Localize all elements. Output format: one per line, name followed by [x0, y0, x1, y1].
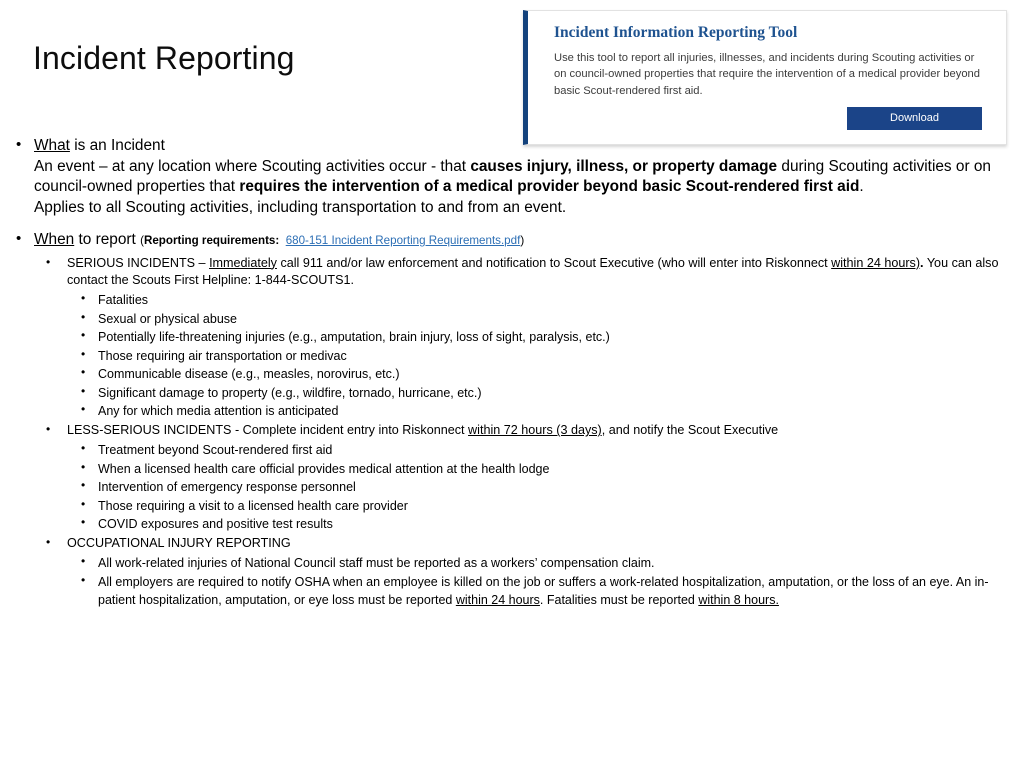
- occupational-injury-item: [34, 535, 1024, 608]
- serious-incidents-text: [67, 256, 998, 288]
- reporting-requirements-label: Reporting requirements:: [143, 233, 280, 247]
- what-heading-underlined: What: [34, 137, 70, 154]
- page-title: Incident Reporting: [33, 40, 295, 76]
- serious-within-24-hours-underlined: within 24 hours): [831, 255, 921, 270]
- card-content: [528, 11, 1006, 99]
- list-item: • Those requiring a visit to a licensed health care provider: [67, 497, 1024, 515]
- list-item: [67, 573, 1024, 609]
- what-heading: [34, 137, 165, 154]
- less-serious-within-72-hours-underlined: within 72 hours (3 days): [468, 423, 602, 438]
- main-bullet-list: [0, 136, 1024, 609]
- list-item: • COVID exposures and positive test results: [67, 515, 1024, 533]
- incident-reporting-tool-card: [523, 10, 1007, 145]
- serious-immediately-underlined: Immediately: [209, 255, 277, 270]
- serious-text-b: You can also contact the Scouts First Helpline: 1-844-SCOUTS1.: [67, 255, 999, 288]
- serious-incidents-item: [34, 255, 1024, 421]
- what-def-part1: An event – at any location where Scouting activities occur - that: [34, 157, 471, 175]
- list-item: • Treatment beyond Scout-rendered first aid: [67, 441, 1024, 459]
- less-serious-incidents-list: [67, 441, 1024, 533]
- occ-within-24-hours-underlined: within 24 hours: [455, 592, 540, 607]
- list-item: • All work-related injuries of National Council staff must be reported as a workers’ compensation claim.: [67, 554, 1024, 572]
- what-definition-text: [34, 158, 991, 196]
- list-item: • Sexual or physical abuse: [67, 310, 1024, 328]
- what-def-bold1: causes injury, illness, or property damage: [470, 157, 778, 175]
- download-button[interactable]: Download: [847, 107, 982, 130]
- occ-item2-part2: . Fatalities must be reported: [539, 592, 699, 607]
- card-title: Incident Information Reporting Tool: [554, 24, 798, 41]
- when-heading-underlined: When: [34, 230, 75, 248]
- list-item: • Potentially life-threatening injuries (e.g., amputation, brain injury, loss of sight, paralysis, etc.): [67, 328, 1024, 346]
- list-item: • Significant damage to property (e.g., wildfire, tornado, hurricane, etc.): [67, 384, 1024, 402]
- incident-reporting-requirements-pdf-link[interactable]: 680-151 Incident Reporting Requirements.pdf: [285, 233, 521, 247]
- paren-close: ): [520, 233, 525, 247]
- slide-body: [0, 136, 1024, 620]
- occ-within-8-hours-underlined: within 8 hours.: [698, 592, 779, 607]
- list-item: • When a licensed health care official provides medical attention at the health lodge: [67, 460, 1024, 478]
- bullet-when-to-report: [0, 230, 1024, 609]
- occupational-label: OCCUPATIONAL INJURY REPORTING: [67, 536, 291, 551]
- list-item: • Intervention of emergency response personnel: [67, 478, 1024, 496]
- less-serious-text-a: LESS-SERIOUS INCIDENTS - Complete incident entry into Riskonnect: [67, 423, 469, 438]
- occupational-injury-list: [67, 554, 1024, 609]
- bullet-what-is-an-incident: [0, 136, 1024, 219]
- less-serious-text-b: , and notify the Scout Executive: [601, 423, 779, 438]
- occ-item2-part1: All employers are required to notify OSHA when an employee is killed on the job or suffers a work-related hospitalization, amputation, or the loss of an eye. An in-patient hospitalization, amputation, or eye loss must be reported: [98, 574, 989, 607]
- card-description: Use this tool to report all injuries, illnesses, and incidents during Scouting activities or on council-owned properties that require the intervention of a medical provider beyond basic Scout-rendered first aid.: [554, 51, 980, 97]
- what-def-bold2: requires the intervention of a medical provider beyond basic Scout-rendered first aid: [239, 178, 860, 196]
- list-item: • Communicable disease (e.g., measles, norovirus, etc.): [67, 365, 1024, 383]
- less-serious-incidents-item: [34, 422, 1024, 533]
- list-item: • Fatalities: [67, 291, 1024, 309]
- when-heading-rest: to report: [74, 230, 141, 248]
- less-serious-text: [67, 423, 778, 437]
- paren-open: (: [140, 233, 144, 247]
- what-def-part2: during Scouting activities or on council-owned properties that: [34, 157, 991, 196]
- when-sub-list: [34, 255, 1024, 609]
- serious-text-a: call 911 and/or law enforcement and notification to Scout Executive (who will enter into Riskonnect: [276, 255, 832, 270]
- serious-label: SERIOUS INCIDENTS –: [67, 255, 210, 270]
- list-item: • Those requiring air transportation or medivac: [67, 347, 1024, 365]
- what-applies-text: Applies to all Scouting activities, including transportation to and from an event.: [34, 199, 567, 217]
- serious-period: .: [920, 255, 924, 270]
- when-heading: [34, 231, 524, 248]
- what-heading-rest: is an Incident: [69, 137, 165, 154]
- list-item: • Any for which media attention is anticipated: [67, 402, 1024, 420]
- serious-incidents-list: [67, 291, 1024, 420]
- what-def-part3: .: [859, 178, 864, 196]
